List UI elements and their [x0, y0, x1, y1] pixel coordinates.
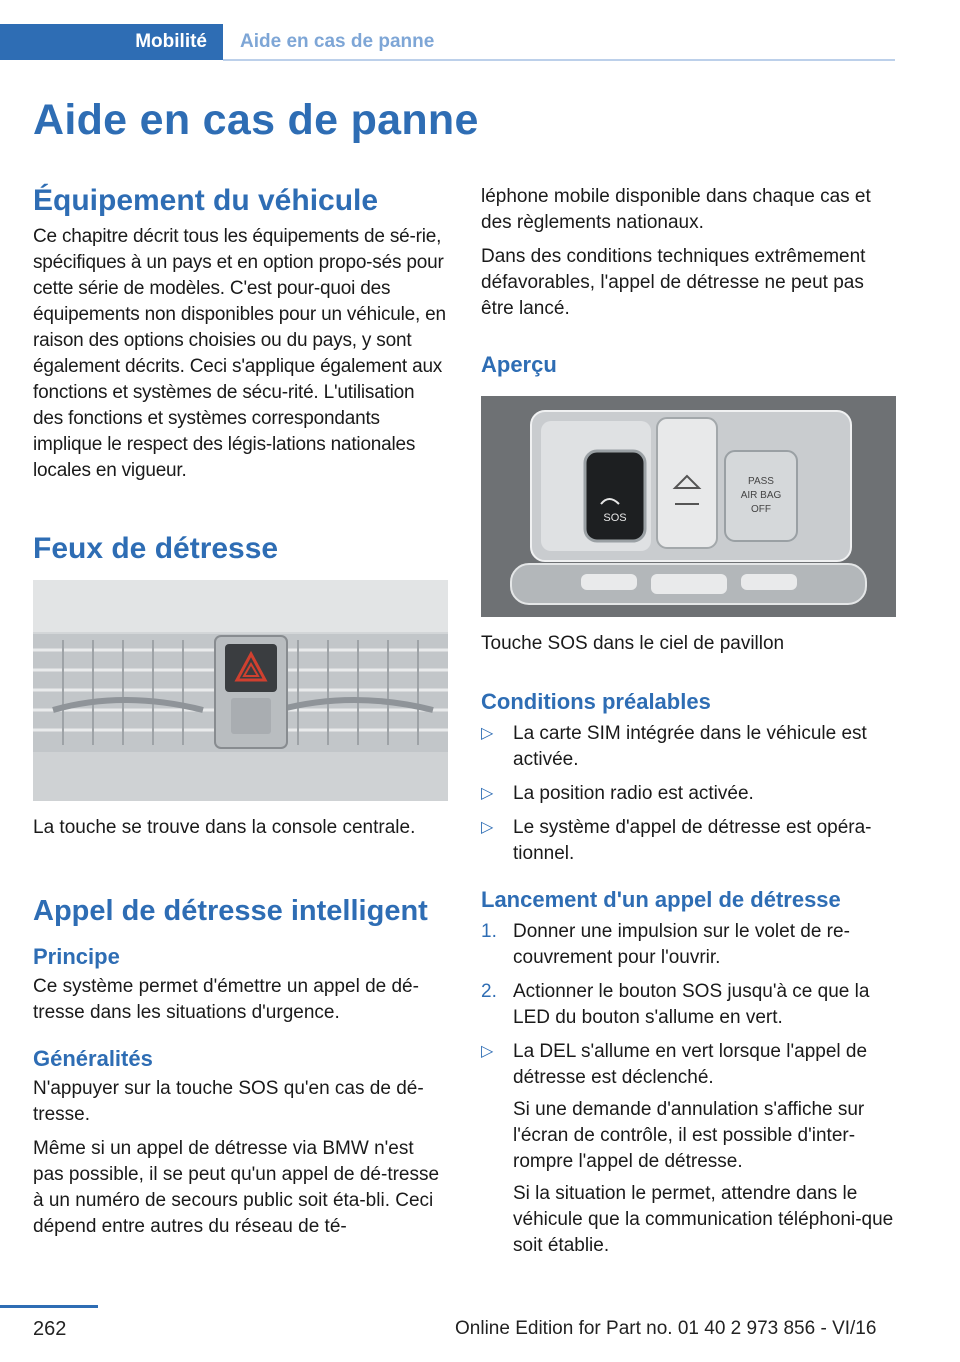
triangle-bullet-icon: ▷ — [481, 785, 494, 802]
triangle-bullet-icon: ▷ — [481, 725, 494, 742]
sos-label: SOS — [603, 512, 627, 524]
steps-list — [481, 919, 896, 1259]
continued-text: léphone mobile disponible dans chaque cas et des règlements nationaux. — [481, 186, 871, 233]
triangle-bullet-icon: ▷ — [481, 1043, 494, 1060]
hazard-console-illustration — [33, 580, 448, 801]
right-column — [481, 184, 896, 1267]
page-title: Aide en cas de panne — [33, 96, 479, 144]
list-item: ▷ La position radio est activée. — [481, 781, 896, 807]
generalites-text-1: N'appuyer sur la touche SOS qu'en cas de dé-tresse. — [33, 1078, 424, 1125]
apercu-title: Aperçu — [481, 352, 557, 377]
conditions-title: Conditions préalables — [481, 689, 711, 714]
principe-text: Ce système permet d'émettre un appel de dé-tresse dans les situations d'urgence. — [33, 976, 419, 1023]
section-equipement-text: Ce chapitre décrit tous les équipements de sé-rie, spécifiques à un pays et en option propo-sés pour cette série de modèles. C'est pour-quoi des équipements non disponibles pour un véhicule, en raison des options choisies ou du pays, y sont également décrits. Ceci s'applique également aux fonctions et systèmes de sécu-rité. L'utilisation des fonctions et systèmes correspondants implique le respect des légis-lations nationales locales en vigueur. — [33, 226, 446, 481]
section-appel-title: Appel de détresse intelligent — [33, 895, 428, 927]
section-equipement-title: Équipement du véhicule — [33, 184, 379, 217]
sos-roof-illustration — [481, 396, 896, 617]
list-item: ▷ Le système d'appel de détresse est opéra-tionnel. — [481, 817, 872, 864]
list-item: ▷ La carte SIM intégrée dans le véhicule est activée. — [481, 723, 867, 770]
left-column — [33, 184, 448, 1240]
edition-info: Online Edition for Part no. 01 40 2 973 856 - VI/16 — [455, 1318, 877, 1339]
list-item: ▷ La DEL s'allume en vert lorsque l'appel de détresse est déclenché. Si une demande d'annulation s'affiche sur l'écran de contrôle, il est possible d'inter-rompre l'appel de détresse. Si la situation le permet, attendre dans le véhicule que la communication téléphoni-que soit établie. — [481, 1041, 894, 1256]
sos-image-caption: Touche SOS dans le ciel de pavillon — [481, 633, 785, 654]
header-divider — [223, 59, 895, 61]
list-item: 1. Donner une impulsion sur le volet de re-couvrement pour l'ouvrir. — [481, 921, 850, 968]
principe-title: Principe — [33, 944, 120, 969]
triangle-bullet-icon: ▷ — [481, 819, 494, 836]
tab-mobilite[interactable]: Mobilité — [0, 24, 223, 60]
generalites-text-2: Même si un appel de détresse via BMW n'est pas possible, il se peut qu'un appel de dé-tresse à un numéro de secours public soit éta-bli. Ceci dépend entre autres du réseau de té- — [33, 1138, 440, 1237]
hazard-button-image — [33, 580, 448, 801]
airbag-label: AIR BAG — [740, 490, 782, 501]
generalites-title: Généralités — [33, 1046, 153, 1071]
extreme-conditions-text: Dans des conditions techniques extrêmement défavorables, l'appel de détresse ne peut pas être lancé. — [481, 246, 866, 319]
tab-aide-en-cas-de-panne[interactable]: Aide en cas de panne — [240, 31, 435, 52]
page-number: 262 — [33, 1318, 67, 1340]
sos-button-image — [481, 396, 896, 617]
hazard-image-caption: La touche se trouve dans la console centrale. — [33, 817, 416, 838]
section-feux-title: Feux de détresse — [33, 532, 279, 565]
lancement-title: Lancement d'un appel de détresse — [481, 887, 841, 912]
footer-divider — [0, 1305, 98, 1308]
list-item: 2. Actionner le bouton SOS jusqu'à ce que la LED du bouton s'allume en vert. — [481, 981, 870, 1028]
off-label: OFF — [751, 504, 771, 515]
conditions-list — [481, 721, 896, 867]
pass-label: PASS — [748, 476, 774, 487]
page-header — [0, 24, 895, 62]
